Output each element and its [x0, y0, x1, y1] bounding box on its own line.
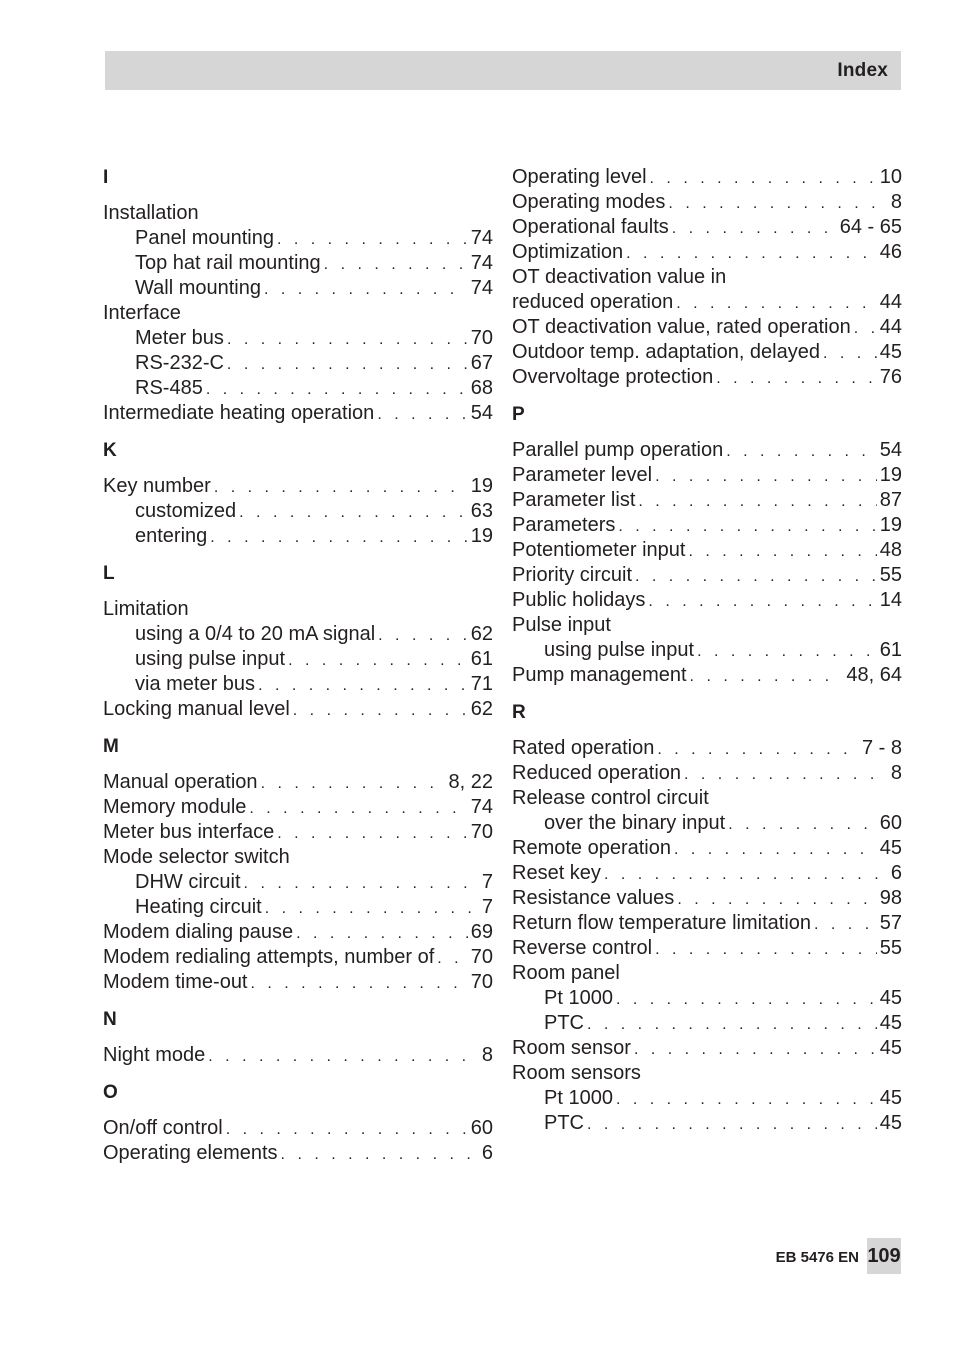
index-entry — [512, 563, 902, 588]
dot-leader — [726, 439, 877, 464]
index-section-letter: R — [512, 702, 526, 723]
dot-leader — [261, 771, 446, 796]
page-reference: 7 - 8 — [861, 737, 902, 759]
index-subentry — [512, 811, 902, 836]
index-term: OT deactivation value, rated operation — [512, 316, 851, 338]
dot-leader — [293, 698, 468, 723]
index-term: Manual operation — [103, 771, 258, 793]
dot-leader — [587, 1112, 877, 1137]
section-spacer — [103, 722, 493, 734]
page-reference: 7 — [481, 896, 493, 918]
dot-leader — [814, 912, 877, 937]
page-reference: 55 — [879, 564, 902, 586]
index-subentry — [103, 326, 493, 351]
index-term: Overvoltage protection — [512, 366, 714, 388]
index-term: Memory module — [103, 796, 247, 818]
index-entry — [512, 736, 902, 761]
index-term: Operating modes — [512, 191, 666, 213]
page-reference: 70 — [470, 327, 493, 349]
index-column-left — [103, 165, 493, 1166]
index-term: Interface — [103, 302, 181, 324]
index-entry — [512, 663, 902, 688]
page-reference: 61 — [470, 648, 493, 670]
page-reference: 19 — [879, 514, 902, 536]
index-subentry — [103, 351, 493, 376]
dot-leader — [668, 191, 887, 216]
page-reference: 8 — [890, 762, 902, 784]
dot-leader — [854, 316, 877, 341]
dot-leader — [378, 623, 468, 648]
section-spacer — [103, 1068, 493, 1080]
dot-leader — [626, 241, 877, 266]
index-term: using pulse input — [135, 648, 286, 670]
index-entry — [103, 1116, 493, 1141]
index-section-letter: O — [103, 1082, 118, 1103]
index-entry — [512, 488, 902, 513]
index-term: Installation — [103, 202, 199, 224]
index-term: Modem time-out — [103, 971, 248, 993]
index-term: Parameters — [512, 514, 616, 536]
page-reference: 71 — [470, 673, 493, 695]
index-term: Outdoor temp. adaptation, delayed — [512, 341, 820, 363]
index-entry — [512, 613, 902, 638]
dot-leader — [251, 971, 468, 996]
index-subentry — [103, 622, 493, 647]
dot-leader — [657, 737, 859, 762]
index-term: Room sensors — [512, 1062, 641, 1084]
index-term: Reverse control — [512, 937, 653, 959]
index-entry — [512, 786, 902, 811]
page-reference: 60 — [470, 1117, 493, 1139]
page-reference: 70 — [470, 946, 493, 968]
page-reference: 54 — [879, 439, 902, 461]
index-entry — [512, 290, 902, 315]
dot-leader — [296, 921, 468, 946]
dot-leader — [227, 352, 468, 377]
page-reference: 57 — [879, 912, 902, 934]
page-reference: 62 — [470, 698, 493, 720]
index-subentry — [103, 499, 493, 524]
index-term: Key number — [103, 475, 211, 497]
index-entry — [103, 597, 493, 622]
index-entry — [103, 1043, 493, 1068]
index-term: Operating elements — [103, 1142, 278, 1164]
index-entry — [512, 836, 902, 861]
page-reference: 45 — [879, 341, 902, 363]
page-reference: 6 — [890, 862, 902, 884]
dot-leader — [728, 812, 877, 837]
dot-leader — [324, 252, 468, 277]
dot-leader — [697, 639, 877, 664]
page-reference: 68 — [470, 377, 493, 399]
page-reference: 19 — [470, 525, 493, 547]
index-entry — [103, 474, 493, 499]
page-reference: 10 — [879, 166, 902, 188]
index-entry — [103, 820, 493, 845]
index-entry — [512, 438, 902, 463]
dot-leader — [277, 821, 468, 846]
dot-leader — [214, 475, 468, 500]
index-subentry — [103, 895, 493, 920]
index-term: Reset key — [512, 862, 601, 884]
index-term: Pt 1000 — [544, 987, 613, 1009]
index-section-letter: K — [103, 440, 117, 461]
index-entry — [512, 265, 902, 290]
index-term: Meter bus interface — [103, 821, 275, 843]
index-term: using pulse input — [544, 639, 695, 661]
index-term: entering — [135, 525, 208, 547]
index-entry — [512, 340, 902, 365]
index-entry — [512, 861, 902, 886]
page-reference: 45 — [879, 1112, 902, 1134]
page-reference: 44 — [879, 291, 902, 313]
index-term: On/off control — [103, 1117, 223, 1139]
index-subentry — [103, 276, 493, 301]
dot-leader — [618, 514, 876, 539]
index-term: using a 0/4 to 20 mA signal — [135, 623, 376, 645]
section-spacer — [103, 426, 493, 438]
index-term: Rated operation — [512, 737, 655, 759]
dot-leader — [650, 166, 877, 191]
index-entry — [512, 1036, 902, 1061]
header-bar — [105, 51, 901, 90]
dot-leader — [587, 1012, 877, 1037]
index-section-letter: P — [512, 404, 525, 425]
index-term: Meter bus — [135, 327, 224, 349]
section-spacer — [512, 390, 902, 402]
index-term: Limitation — [103, 598, 189, 620]
dot-leader — [676, 291, 877, 316]
page-reference: 46 — [879, 241, 902, 263]
page-reference: 45 — [879, 837, 902, 859]
page-title: Index — [837, 60, 888, 81]
index-subentry — [512, 1111, 902, 1136]
dot-leader — [281, 1142, 479, 1167]
dot-leader — [688, 539, 876, 564]
index-term: OT deactivation value in — [512, 266, 727, 288]
page-reference: 45 — [879, 1087, 902, 1109]
page-reference: 8, 22 — [448, 771, 493, 793]
page-reference: 8 — [890, 191, 902, 213]
index-subentry — [103, 376, 493, 401]
dot-leader — [210, 525, 467, 550]
dot-leader — [716, 366, 877, 391]
page-reference: 45 — [879, 1012, 902, 1034]
dot-leader — [638, 489, 876, 514]
dot-leader — [616, 1087, 877, 1112]
index-term: Release control circuit — [512, 787, 709, 809]
dot-leader — [377, 402, 467, 427]
index-subentry — [103, 647, 493, 672]
index-term: Pulse input — [512, 614, 611, 636]
index-entry — [103, 697, 493, 722]
index-entry — [103, 770, 493, 795]
page-reference: 74 — [470, 252, 493, 274]
page-reference: 19 — [470, 475, 493, 497]
index-subentry — [512, 1086, 902, 1111]
page-reference: 74 — [470, 796, 493, 818]
dot-leader — [604, 862, 888, 887]
section-spacer — [103, 995, 493, 1007]
index-term: Wall mounting — [135, 277, 261, 299]
index-term: reduced operation — [512, 291, 674, 313]
index-term: Operational faults — [512, 216, 669, 238]
index-subentry — [103, 870, 493, 895]
page-reference: 45 — [879, 987, 902, 1009]
page-reference: 6 — [481, 1142, 493, 1164]
page-reference: 87 — [879, 489, 902, 511]
index-column-right — [512, 165, 902, 1136]
index-term: Modem dialing pause — [103, 921, 294, 943]
index-term: Top hat rail mounting — [135, 252, 321, 274]
dot-leader — [684, 762, 888, 787]
dot-leader — [672, 216, 837, 241]
index-entry — [512, 513, 902, 538]
index-term: Intermediate heating operation — [103, 402, 375, 424]
page-reference: 7 — [481, 871, 493, 893]
index-term: PTC — [544, 1112, 584, 1134]
index-term: customized — [135, 500, 237, 522]
index-entry — [103, 920, 493, 945]
index-term: RS-485 — [135, 377, 203, 399]
index-entry — [512, 215, 902, 240]
index-term: Remote operation — [512, 837, 671, 859]
dot-leader — [265, 896, 479, 921]
dot-leader — [655, 464, 877, 489]
index-entry — [512, 240, 902, 265]
page-reference: 48, 64 — [846, 664, 902, 686]
dot-leader — [249, 796, 467, 821]
index-term: Parameter level — [512, 464, 653, 486]
index-section-letter: N — [103, 1009, 117, 1030]
dot-leader — [677, 887, 876, 912]
page-reference: 98 — [879, 887, 902, 909]
dot-leader — [288, 648, 468, 673]
index-term: Priority circuit — [512, 564, 633, 586]
index-section-letter: L — [103, 563, 115, 584]
page-reference: 74 — [470, 227, 493, 249]
index-entry — [103, 945, 493, 970]
index-term: Resistance values — [512, 887, 675, 909]
page-reference: 61 — [879, 639, 902, 661]
page-reference: 63 — [470, 500, 493, 522]
document-code: EB 5476 EN — [775, 1249, 859, 1266]
index-entry — [103, 301, 493, 326]
index-entry — [512, 886, 902, 911]
dot-leader — [616, 987, 877, 1012]
index-subentry — [103, 226, 493, 251]
index-entry — [103, 845, 493, 870]
page-reference: 44 — [879, 316, 902, 338]
index-entry — [512, 165, 902, 190]
index-entry — [512, 538, 902, 563]
index-entry — [512, 1061, 902, 1086]
index-entry — [512, 588, 902, 613]
index-entry — [103, 1141, 493, 1166]
index-entry — [512, 911, 902, 936]
index-subentry — [512, 986, 902, 1011]
index-term: Public holidays — [512, 589, 646, 611]
index-term: Pump management — [512, 664, 687, 686]
dot-leader — [208, 1044, 479, 1069]
page-reference: 76 — [879, 366, 902, 388]
dot-leader — [258, 673, 468, 698]
section-spacer — [103, 549, 493, 561]
index-entry — [103, 970, 493, 995]
dot-leader — [226, 1117, 468, 1142]
page-reference: 54 — [470, 402, 493, 424]
page-reference: 14 — [879, 589, 902, 611]
index-term: Locking manual level — [103, 698, 290, 720]
index-term: Heating circuit — [135, 896, 262, 918]
index-term: Room sensor — [512, 1037, 631, 1059]
index-term: Mode selector switch — [103, 846, 290, 868]
index-entry — [512, 365, 902, 390]
page-reference: 48 — [879, 539, 902, 561]
index-entry — [512, 315, 902, 340]
dot-leader — [227, 327, 468, 352]
index-term: Room panel — [512, 962, 620, 984]
page-reference: 67 — [470, 352, 493, 374]
dot-leader — [206, 377, 468, 402]
index-term: Potentiometer input — [512, 539, 686, 561]
page-reference: 62 — [470, 623, 493, 645]
page-reference: 55 — [879, 937, 902, 959]
dot-leader — [823, 341, 877, 366]
page-reference: 70 — [470, 971, 493, 993]
dot-leader — [264, 277, 468, 302]
page-reference: 64 - 65 — [839, 216, 902, 238]
dot-leader — [674, 837, 877, 862]
dot-leader — [655, 937, 877, 962]
index-entry — [512, 190, 902, 215]
page-reference: 45 — [879, 1037, 902, 1059]
dot-leader — [635, 564, 877, 589]
index-section-letter: M — [103, 736, 119, 757]
index-subentry — [103, 672, 493, 697]
index-subentry — [512, 638, 902, 663]
index-entry — [512, 463, 902, 488]
dot-leader — [277, 227, 468, 252]
index-term: DHW circuit — [135, 871, 241, 893]
index-subentry — [512, 1011, 902, 1036]
index-term: Operating level — [512, 166, 647, 188]
page-reference: 8 — [481, 1044, 493, 1066]
index-term: Modem redialing attempts, number of — [103, 946, 435, 968]
index-term: via meter bus — [135, 673, 256, 695]
index-entry — [512, 936, 902, 961]
index-term: Pt 1000 — [544, 1087, 613, 1109]
dot-leader — [690, 664, 844, 689]
index-term: Reduced operation — [512, 762, 682, 784]
page-reference: 69 — [470, 921, 493, 943]
index-subentry — [103, 251, 493, 276]
dot-leader — [437, 946, 467, 971]
dot-leader — [239, 500, 468, 525]
page-reference: 74 — [470, 277, 493, 299]
index-term: Return flow temperature limitation — [512, 912, 812, 934]
index-term: Panel mounting — [135, 227, 274, 249]
index-entry — [512, 761, 902, 786]
dot-leader — [634, 1037, 877, 1062]
index-term: PTC — [544, 1012, 584, 1034]
index-term: Night mode — [103, 1044, 206, 1066]
index-term: Parameter list — [512, 489, 636, 511]
index-term: over the binary input — [544, 812, 726, 834]
index-entry — [103, 795, 493, 820]
section-spacer — [512, 688, 902, 700]
page-number: 109 — [867, 1238, 901, 1274]
page-reference: 19 — [879, 464, 902, 486]
index-entry — [512, 961, 902, 986]
index-entry — [103, 401, 493, 426]
dot-leader — [648, 589, 876, 614]
page-reference: 60 — [879, 812, 902, 834]
index-section-letter: I — [103, 167, 109, 188]
index-entry — [103, 201, 493, 226]
index-term: RS-232-C — [135, 352, 224, 374]
index-term: Optimization — [512, 241, 624, 263]
index-subentry — [103, 524, 493, 549]
dot-leader — [244, 871, 479, 896]
index-term: Parallel pump operation — [512, 439, 724, 461]
page-reference: 70 — [470, 821, 493, 843]
